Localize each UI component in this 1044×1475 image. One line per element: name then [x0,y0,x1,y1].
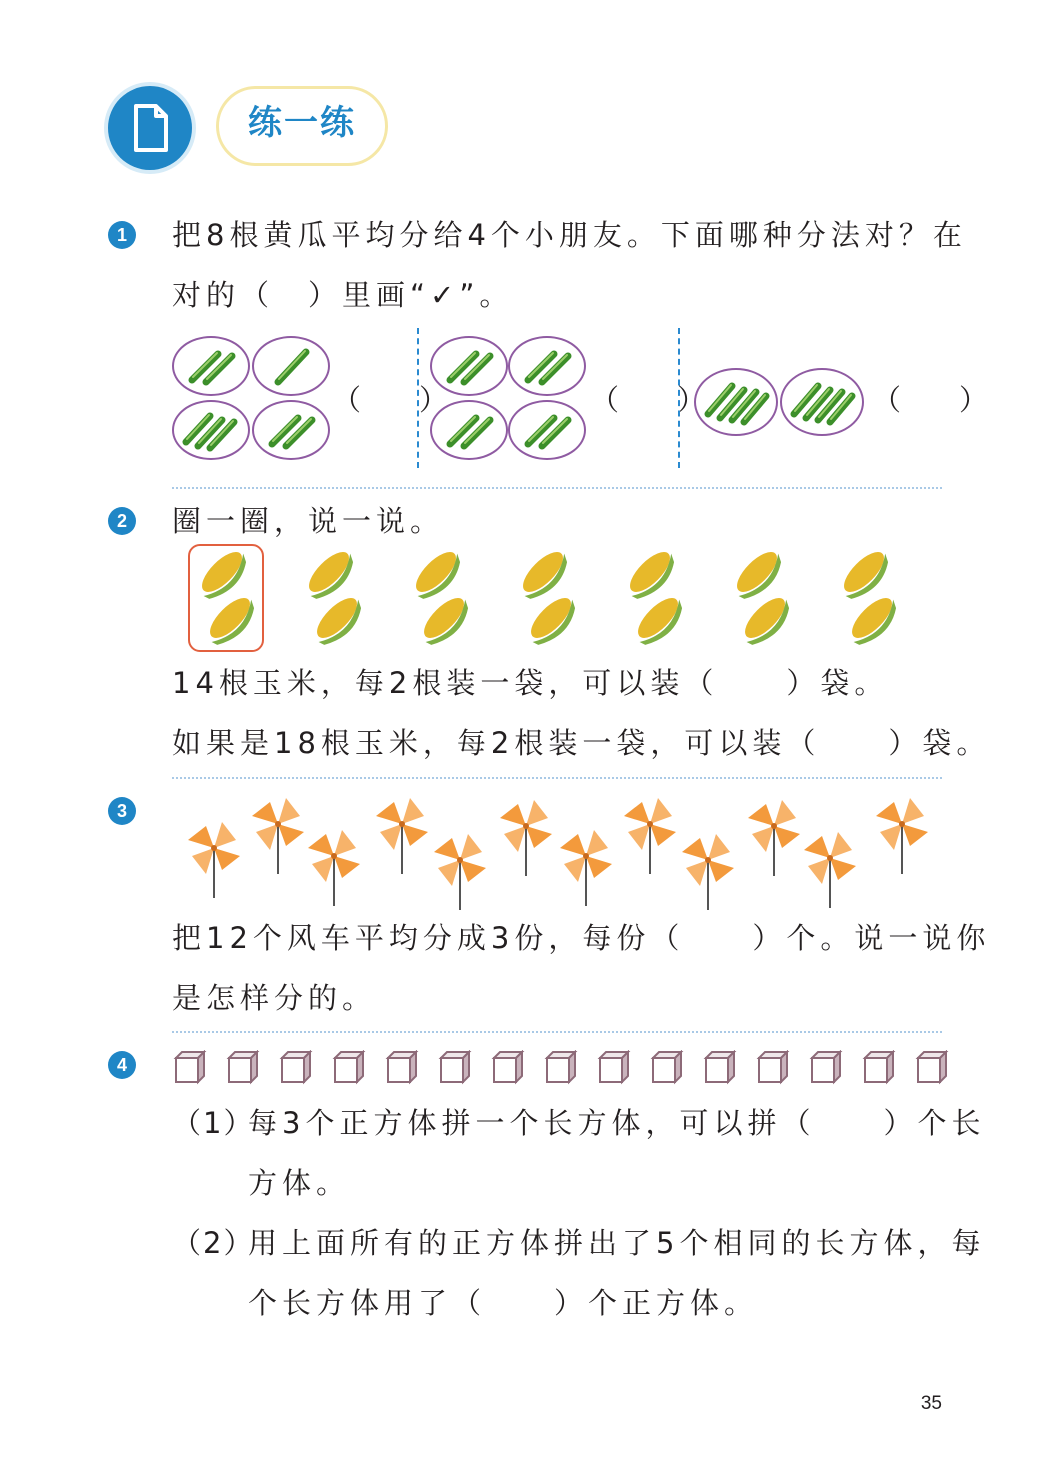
q3-text-line2: 是怎样分的。 [172,981,377,1015]
answer-blank-a[interactable]: （ ） [332,383,449,417]
cube-row [172,1050,952,1086]
q4-sub1-line2: 方体。 [248,1166,351,1200]
cucumber-group [430,336,508,396]
document-icon [108,86,192,170]
cucumber-group [508,336,586,396]
q1-text-line1: 把8根黄瓜平均分给4个小朋友。下面哪种分法对？在 [172,218,967,252]
section-divider [172,487,942,489]
question-number-2: 2 [108,507,136,535]
cube-icon [172,1050,952,1086]
section-title: 练一练 [248,103,356,143]
cucumber-icon [432,402,506,458]
cucumber-icon [174,338,248,394]
q4-sub2-line2: 个长方体用了（ ）个正方体。 [248,1286,759,1320]
cucumber-group [780,368,864,436]
cucumber-icon [432,338,506,394]
q3-text-line1: 把12个风车平均分成3份，每份（ ）个。说一说你 [172,921,991,955]
corn-icon [172,542,932,654]
q2-text-line2: 如果是18根玉米，每2根装一袋，可以装（ ）袋。 [172,726,991,760]
cucumber-group [172,336,250,396]
cucumber-icon [254,338,328,394]
cucumber-group [252,400,330,460]
pinwheel-icon [178,790,938,912]
answer-blank-c[interactable]: （ ） [872,383,989,417]
question-number-1: 1 [108,221,136,249]
q4-sub2-label: （2） [172,1226,255,1260]
cucumber-group [252,336,330,396]
answer-blank-b[interactable]: （ ） [590,383,707,417]
section-divider [172,777,942,779]
q2-intro: 圈一圈，说一说。 [172,504,445,538]
cucumber-icon [782,370,862,434]
q2-text-line1: 14根玉米，每2根装一袋，可以装（ ）袋。 [172,666,889,700]
cucumber-icon [254,402,328,458]
q4-sub1-line1: 每3个正方体拼一个长方体，可以拼（ ）个长 [248,1106,986,1140]
corn-row [172,542,932,654]
q1-text-line2: 对的（ ）里画“✓”。 [172,278,514,312]
question-number-3: 3 [108,797,136,825]
cucumber-group [172,400,250,460]
q4-sub2-line1: 用上面所有的正方体拼出了5个相同的长方体，每 [248,1226,986,1260]
cucumber-group [508,400,586,460]
cucumber-icon [510,338,584,394]
divider [417,328,419,468]
cucumber-icon [510,402,584,458]
cucumber-icon [174,402,248,458]
cucumber-group [430,400,508,460]
divider [678,328,680,468]
cucumber-icon [696,370,776,434]
document-icon-badge [108,86,192,170]
section-divider [172,1031,942,1033]
page-number: 35 [920,1393,942,1414]
question-number-4: 4 [108,1051,136,1079]
pinwheel-row [178,790,938,912]
q4-sub1-label: （1） [172,1106,255,1140]
cucumber-group [694,368,778,436]
